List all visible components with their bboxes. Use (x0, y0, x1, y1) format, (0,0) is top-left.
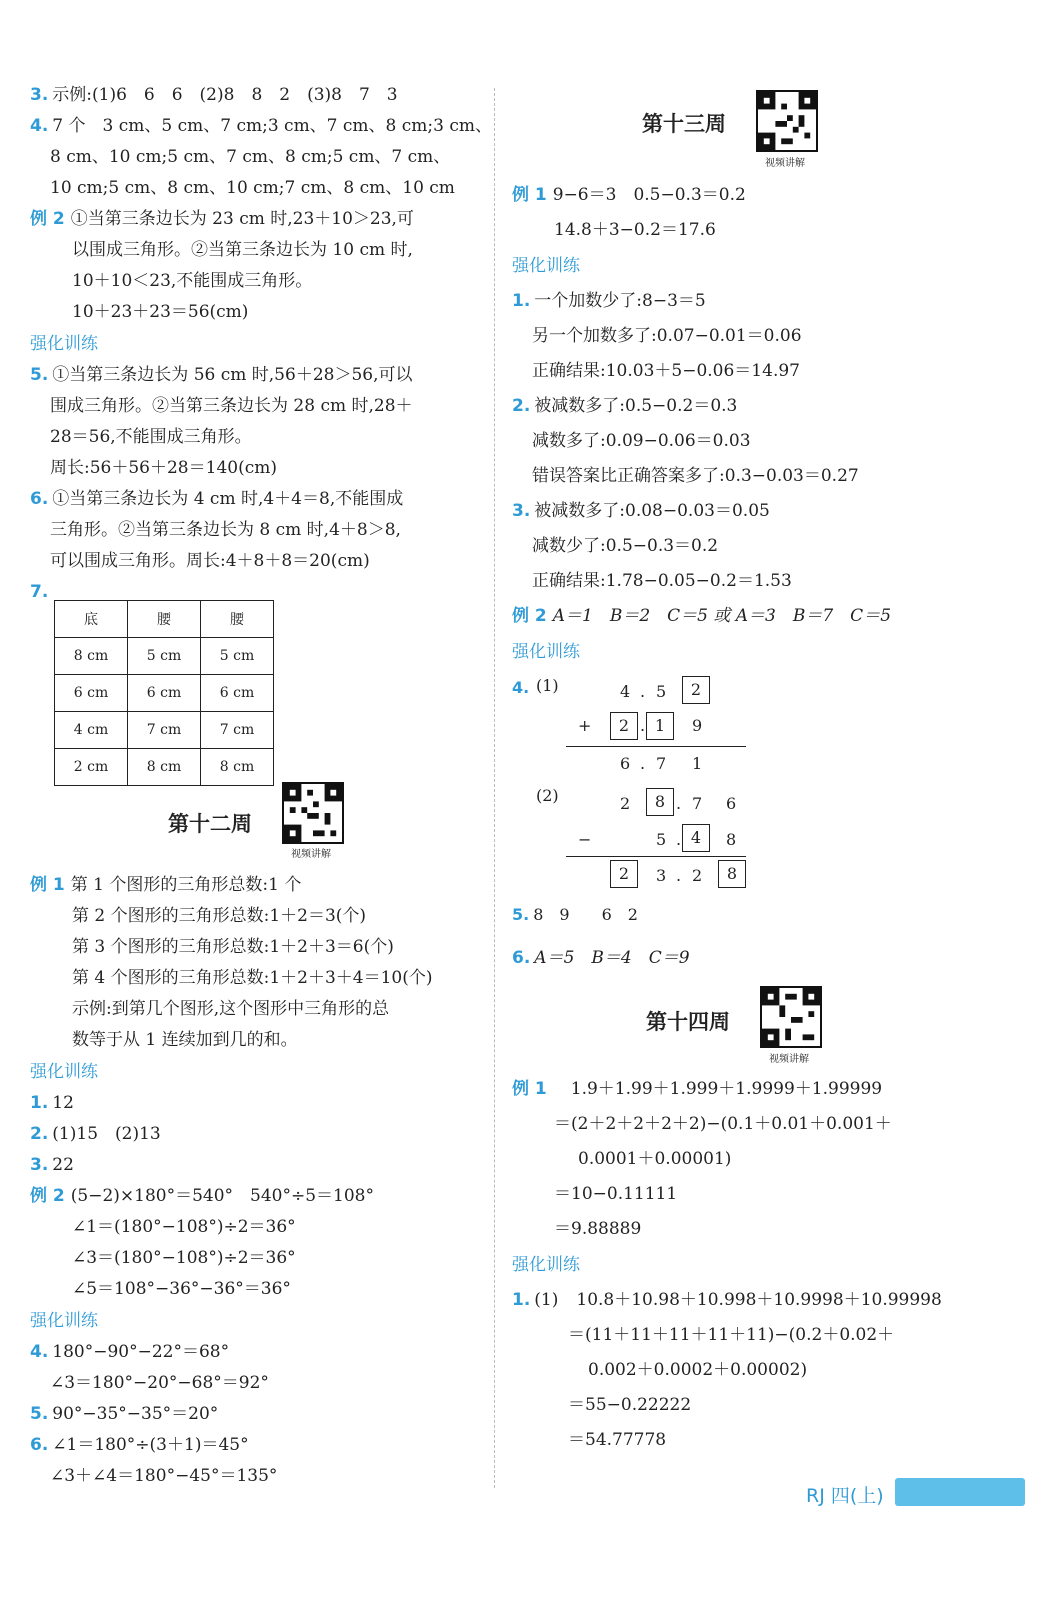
week-13-header (512, 80, 992, 178)
w12-answer-4-line2: ∠3＝180°−20°−68°＝92° (50, 1373, 269, 1393)
answer-6-line1: 6. ①当第三条边长为 4 cm 时,4＋4＝8,不能围成 (30, 489, 404, 509)
minus-sign: − (578, 830, 592, 849)
w12-example-2-line3: ∠3＝(180°−108°)÷2＝36° (72, 1248, 296, 1268)
example-2-line1: 例 2 ①当第三条边长为 23 cm 时,23＋10＞23,可 (30, 209, 414, 229)
decimal-point: . (640, 754, 646, 773)
answer-box: 8 (646, 788, 674, 816)
w13-answer-2-line1: 2. 被减数多了:0.5−0.2＝0.3 (512, 396, 738, 416)
digit: 1 (692, 754, 703, 773)
digit: 6 (620, 754, 631, 773)
digit: 3 (656, 866, 667, 885)
right-column (512, 80, 992, 1458)
table-cell: 7 cm (201, 712, 274, 749)
section-heading: 强化训练 (512, 1255, 580, 1275)
digit: 4 (620, 682, 631, 701)
answer-box: 4 (682, 824, 710, 852)
decimal-point: . (676, 866, 682, 885)
w13-answer-1-line3: 正确结果:10.03＋5−0.06＝14.97 (532, 361, 800, 381)
table-header: 腰 (201, 601, 274, 638)
w14-example-1-line1: 例 1 1.9＋1.99＋1.999＋1.9999＋1.99999 (512, 1079, 883, 1099)
w12-answer-1: 1. 12 (30, 1093, 74, 1113)
table-cell: 4 cm (55, 712, 128, 749)
week-12-header (30, 778, 485, 870)
digit: 6 (726, 794, 737, 813)
section-heading: 强化训练 (512, 642, 580, 662)
w13-answer-2-line3: 错误答案比正确答案多了:0.3−0.03＝0.27 (532, 466, 859, 486)
w14-answer-1-line1: 1. (1) 10.8＋10.98＋10.998＋10.9998＋10.99998 (512, 1290, 942, 1310)
vertical-calculations (512, 670, 992, 950)
w13-answer-3-line1: 3. 被减数多了:0.08−0.03＝0.05 (512, 501, 770, 521)
table-cell: 6 cm (201, 675, 274, 712)
w14-answer-1-line4: ＝55−0.22222 (568, 1395, 692, 1415)
w14-example-1-line2: ＝(2＋2＋2＋2＋2)−(0.1＋0.01＋0.001＋ (554, 1114, 892, 1134)
w13-example-1-line2: 14.8＋3−0.2＝17.6 (554, 220, 716, 240)
w12-example-1-line5: 示例:到第几个图形,这个图形中三角形的总 (72, 999, 390, 1019)
table-header: 腰 (128, 601, 201, 638)
w13-answer-1-line1: 1. 一个加数少了:8−3＝5 (512, 291, 706, 311)
left-column (30, 80, 492, 1492)
plus-sign: + (578, 716, 592, 735)
answer-box: 2 (610, 860, 638, 888)
answer-4-line1: 4. 7 个 3 cm、5 cm、7 cm;3 cm、7 cm、8 cm;3 cm、 (30, 116, 492, 136)
table-cell: 7 cm (128, 712, 201, 749)
triangle-sides-table (54, 600, 274, 786)
column-divider (494, 88, 495, 1488)
example-2-line4: 10＋23＋23＝56(cm) (72, 302, 249, 322)
difference-line (566, 856, 746, 857)
answer-3: 3. 示例:(1)6 6 6 (2)8 8 2 (3)8 7 3 (30, 85, 398, 105)
w14-example-1-line3: 0.0001＋0.00001) (578, 1149, 732, 1169)
table-cell: 5 cm (128, 638, 201, 675)
qr-label: 视频讲解 (291, 849, 331, 860)
answer-box: 2 (610, 712, 638, 740)
section-heading: 强化训练 (30, 334, 98, 354)
example-2-line2: 以围成三角形。②当第三条边长为 10 cm 时, (72, 240, 413, 260)
w14-answer-1-line3: 0.002＋0.0002＋0.00002) (588, 1360, 808, 1380)
w12-example-1-line2: 第 2 个图形的三角形总数:1＋2＝3(个) (72, 906, 367, 926)
table-header-row (55, 601, 274, 638)
w14-answer-1-line5: ＝54.77778 (568, 1430, 667, 1450)
table-cell: 8 cm (128, 749, 201, 786)
qr-code-icon[interactable] (756, 90, 818, 152)
w13-example-1-line1: 例 1 9−6＝3 0.5−0.3＝0.2 (512, 185, 746, 205)
table-cell: 6 cm (55, 675, 128, 712)
week-14-header (512, 974, 992, 1072)
table-cell: 6 cm (128, 675, 201, 712)
digit: 7 (692, 794, 703, 813)
digit: 5 (656, 682, 667, 701)
answer-box: 8 (718, 860, 746, 888)
answer-4-line2: 8 cm、10 cm;5 cm、7 cm、8 cm;5 cm、7 cm、 (50, 147, 451, 167)
answer-box: 2 (682, 676, 710, 704)
table-row (55, 712, 274, 749)
answer-7: 7. (30, 582, 49, 602)
sum-line (566, 746, 746, 747)
week-title: 第十二周 (168, 812, 252, 836)
qr-code-icon[interactable] (760, 986, 822, 1048)
digit: 5 (656, 830, 667, 849)
w12-example-2-line1: 例 2 (5−2)×180°＝540° 540°÷5＝108° (30, 1186, 374, 1206)
w12-example-1-line4: 第 4 个图形的三角形总数:1＋2＋3＋4＝10(个) (72, 968, 433, 988)
part-1-label: (1) (536, 676, 559, 695)
answer-5: 5. 8 9 6 2 (512, 905, 638, 924)
w12-example-1-line1: 例 1 第 1 个图形的三角形总数:1 个 (30, 875, 302, 895)
section-heading: 强化训练 (30, 1311, 98, 1331)
w12-example-1-line3: 第 3 个图形的三角形总数:1＋2＋3＝6(个) (72, 937, 394, 957)
answer-4-line3: 10 cm;5 cm、8 cm、10 cm;7 cm、8 cm、10 cm (50, 178, 455, 198)
decimal-point: . (676, 830, 682, 849)
w12-example-1-line6: 数等于从 1 连续加到几的和。 (72, 1030, 298, 1050)
footer-bar (895, 1478, 1025, 1506)
answer-5-line4: 周长:56＋56＋28＝140(cm) (50, 458, 277, 478)
w12-answer-6-line1: 6. ∠1＝180°÷(3＋1)＝45° (30, 1435, 249, 1455)
answer-4-number: 4. (512, 678, 530, 697)
answer-5-line1: 5. ①当第三条边长为 56 cm 时,56＋28＞56,可以 (30, 365, 413, 385)
section-heading: 强化训练 (30, 1062, 98, 1082)
section-heading: 强化训练 (512, 256, 580, 276)
table-cell: 8 cm (201, 749, 274, 786)
digit: 2 (620, 794, 631, 813)
week-title: 第十四周 (646, 1010, 730, 1034)
w14-example-1-line4: ＝10−0.11111 (554, 1184, 678, 1204)
answer-box: 1 (646, 712, 674, 740)
w13-example-2: 例 2 A＝1 B＝2 C＝5 或 A＝3 B＝7 C＝5 (512, 606, 892, 626)
table-row (55, 638, 274, 675)
w12-example-2-line4: ∠5＝108°−36°−36°＝36° (72, 1279, 291, 1299)
qr-label: 视频讲解 (765, 158, 805, 169)
decimal-point: . (640, 682, 646, 701)
answer-6-line3: 可以围成三角形。周长:4＋8＋8＝20(cm) (50, 551, 370, 571)
qr-label: 视频讲解 (769, 1054, 809, 1065)
table-cell: 8 cm (55, 638, 128, 675)
w12-answer-6-line2: ∠3＋∠4＝180°−45°＝135° (50, 1466, 278, 1486)
answer-5-line2: 围成三角形。②当第三条边长为 28 cm 时,28＋ (50, 396, 413, 416)
w12-answer-3: 3. 22 (30, 1155, 74, 1175)
digit: 9 (692, 716, 703, 735)
decimal-point: . (640, 716, 646, 735)
table-cell: 5 cm (201, 638, 274, 675)
table-row (55, 675, 274, 712)
w13-answer-3-line2: 减数少了:0.5−0.3＝0.2 (532, 536, 719, 556)
w13-answer-6: 6. A＝5 B＝4 C＝9 (512, 948, 690, 968)
footer-label: RJ 四(上) (806, 1485, 884, 1507)
w14-example-1-line5: ＝9.88889 (554, 1219, 642, 1239)
w12-example-2-line2: ∠1＝(180°−108°)÷2＝36° (72, 1217, 296, 1237)
w13-answer-1-line2: 另一个加数多了:0.07−0.01＝0.06 (532, 326, 802, 346)
part-2-label: (2) (536, 786, 559, 805)
table-header: 底 (55, 601, 128, 638)
w13-answer-3-line3: 正确结果:1.78−0.05−0.2＝1.53 (532, 571, 792, 591)
w14-answer-1-line2: ＝(11＋11＋11＋11＋11)−(0.2＋0.02＋ (568, 1325, 895, 1345)
answer-5-line3: 28＝56,不能围成三角形。 (50, 427, 252, 447)
w12-answer-5: 5. 90°−35°−35°＝20° (30, 1404, 219, 1424)
example-2-line3: 10＋10＜23,不能围成三角形。 (72, 271, 313, 291)
w13-answer-2-line2: 减数多了:0.09−0.06＝0.03 (532, 431, 751, 451)
w12-answer-4-line1: 4. 180°−90°−22°＝68° (30, 1342, 230, 1362)
week-title: 第十三周 (642, 112, 726, 136)
digit: 7 (656, 754, 667, 773)
qr-code-icon[interactable] (282, 782, 344, 844)
answer-6-line2: 三角形。②当第三条边长为 8 cm 时,4＋8＞8, (50, 520, 401, 540)
decimal-point: . (676, 794, 682, 813)
digit: 2 (692, 866, 703, 885)
w12-answer-2: 2. (1)15 (2)13 (30, 1124, 161, 1144)
table-cell: 2 cm (55, 749, 128, 786)
digit: 8 (726, 830, 737, 849)
